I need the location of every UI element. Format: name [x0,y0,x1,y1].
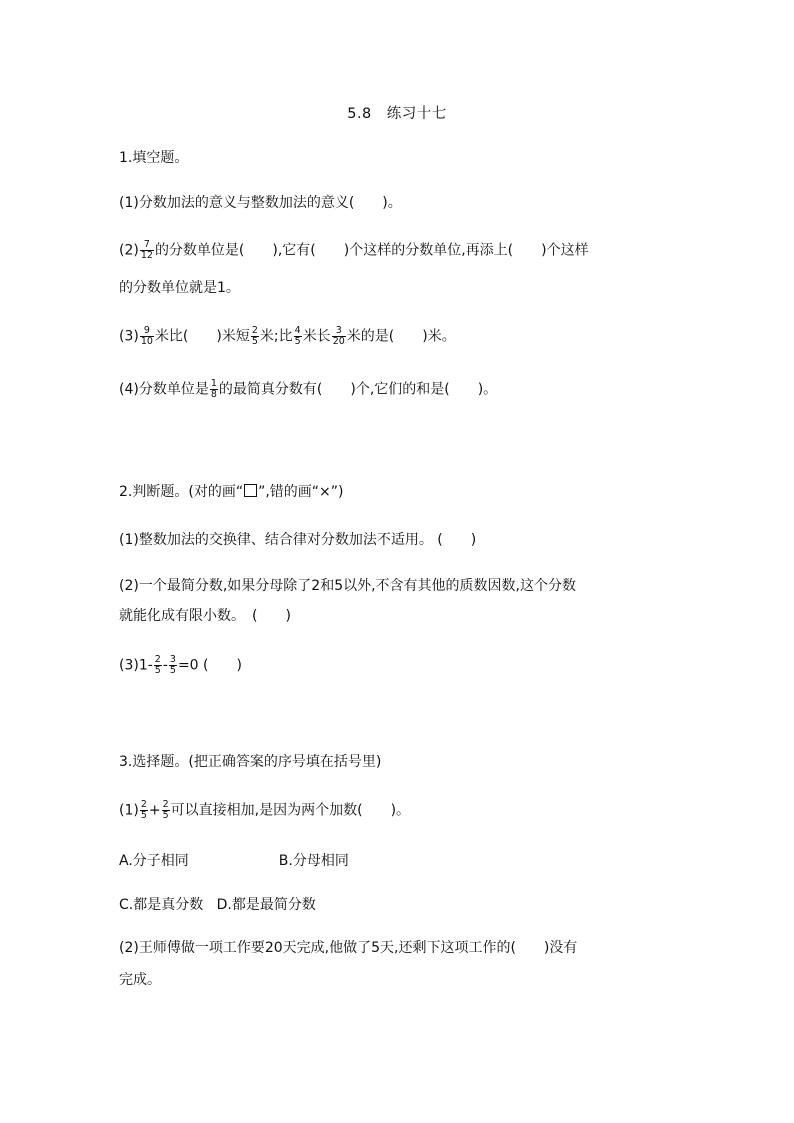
s3-question-2: (2)王师傅做一项工作要20天完成,他做了5天,还剩下这项工作的( )没有 [119,940,578,956]
heading-part: ”,错的画“×”) [258,484,344,500]
s1-question-3 [119,326,456,347]
option-b: B.分母相同 [278,853,349,869]
section-2-heading [119,482,343,502]
q-number: (2) [119,242,139,259]
s2-question-3 [119,655,242,676]
fraction: $\frac{9}{10}$ [140,325,153,347]
fraction: $\frac{4}{5}$ [294,325,301,347]
fraction: $\frac{7}{12}$ [140,239,153,261]
s3-question-2-line2: 完成。 [119,972,161,988]
section-3-heading: 3.选择题。(把正确答案的序号填在括号里) [119,754,382,770]
q-text: 可以直接相加,是因为两个加数( )。 [170,802,411,819]
s2-question-2: (2)一个最简分数,如果分母除了2和5以外,不含有其他的质数因数,这个分数 [119,578,576,594]
heading-part: 2.判断题。(对的画“ [119,484,244,500]
q-text: 米的是( )米。 [346,328,456,345]
fraction: $\frac{2}{5}$ [154,654,161,676]
option-d: D.都是最简分数 [216,897,316,913]
s3-options-row-1 [119,851,349,871]
page-title: 5.8 练习十七 [347,106,447,122]
fraction: $\frac{3}{20}$ [332,325,345,347]
s3-options-row-2 [119,895,316,915]
q-text: (4)分数单位是 [119,381,209,398]
option-c: C.都是真分数 [119,897,204,913]
q-text: (3)1- [119,657,153,674]
fraction: $\frac{2}{5}$ [140,799,147,821]
q-text: 米比( )米短 [154,328,250,345]
q-number: (1) [119,802,139,819]
q-text: 米;比 [259,328,293,345]
section-1-heading: 1.填空题。 [119,150,189,166]
s1-question-2 [119,240,589,261]
s3-question-1 [119,800,410,821]
operator: + [148,802,161,819]
fraction: $\frac{3}{5}$ [169,654,176,676]
checkbox-symbol-icon [244,484,257,497]
s1-question-1: (1)分数加法的意义与整数加法的意义( )。 [119,195,402,211]
s1-question-2-line2: 的分数单位就是1。 [119,280,240,296]
operator: - [162,657,168,674]
fraction: $\frac{1}{8}$ [210,378,217,400]
q-text: 米长 [302,328,331,345]
option-a: A.分子相同 [119,853,189,869]
fraction: $\frac{2}{5}$ [162,799,169,821]
q-number: (3) [119,328,139,345]
q-text: 的分数单位是( ),它有( )个这样的分数单位,再添上( )个这样 [154,242,589,259]
q-text: =0 ( ) [177,657,242,674]
s1-question-4 [119,379,497,400]
s2-question-2-line2: 就能化成有限小数。 ( ) [119,608,291,624]
s2-question-1: (1)整数加法的交换律、结合律对分数加法不适用。 ( ) [119,532,477,548]
fraction: $\frac{2}{5}$ [251,325,258,347]
q-text: 的最简真分数有( )个,它们的和是( )。 [218,381,498,398]
